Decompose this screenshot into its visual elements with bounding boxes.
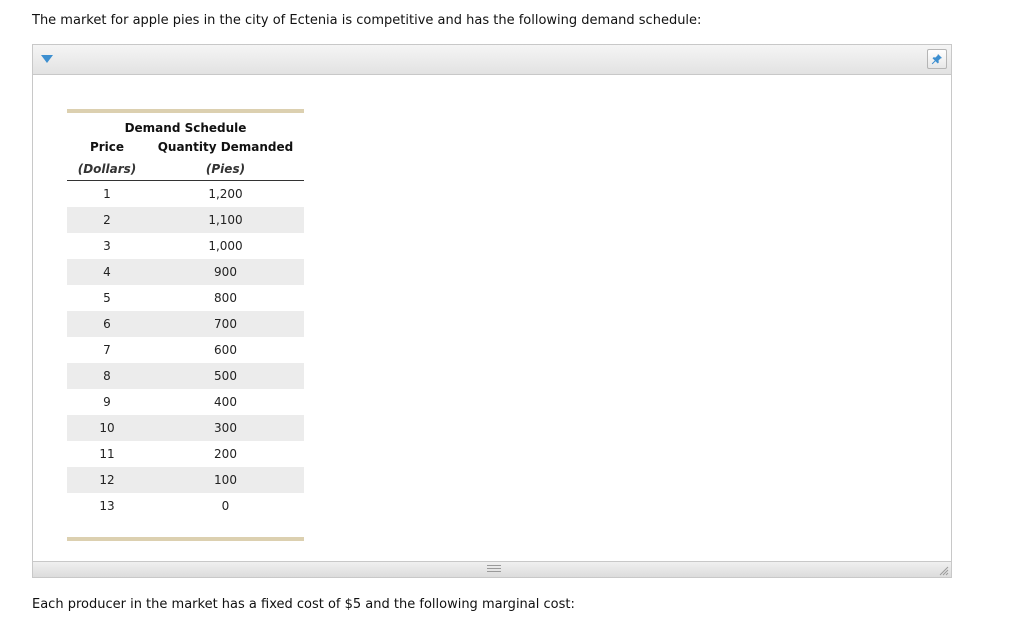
table-row bbox=[67, 233, 304, 259]
table-row bbox=[67, 181, 304, 207]
quantity-cell: 800 bbox=[214, 291, 237, 305]
price-cell: 8 bbox=[103, 369, 111, 383]
table-row bbox=[67, 441, 304, 467]
quantity-cell: 900 bbox=[214, 265, 237, 279]
quantity-column-header: Quantity Demanded bbox=[157, 140, 294, 154]
price-cell: 6 bbox=[103, 317, 111, 331]
quantity-cell: 1,200 bbox=[208, 187, 243, 201]
price-cell: 10 bbox=[99, 421, 115, 435]
resize-grip-icon[interactable] bbox=[487, 565, 501, 573]
price-cell: 12 bbox=[99, 473, 115, 487]
price-cell: 5 bbox=[103, 291, 111, 305]
price-cell: 1 bbox=[103, 187, 111, 201]
outro-text: Each producer in the market has a fixed cost of $5 and the following marginal cost: bbox=[32, 597, 575, 612]
quantity-cell: 1,100 bbox=[208, 213, 243, 227]
table-row bbox=[67, 337, 304, 363]
pin-button[interactable] bbox=[927, 49, 947, 69]
quantity-unit-label: (Pies) bbox=[205, 162, 246, 176]
price-cell: 3 bbox=[103, 239, 111, 253]
price-cell: 4 bbox=[103, 265, 111, 279]
panel-footer bbox=[33, 561, 951, 577]
column-header-row bbox=[67, 136, 304, 159]
price-cell: 9 bbox=[103, 395, 111, 409]
table-bottom-rule bbox=[67, 537, 304, 541]
table-row bbox=[67, 493, 304, 519]
pushpin-icon bbox=[931, 53, 943, 65]
table-row bbox=[67, 467, 304, 493]
table-row bbox=[67, 259, 304, 285]
quantity-cell: 200 bbox=[214, 447, 237, 461]
quantity-cell: 100 bbox=[214, 473, 237, 487]
demand-schedule-table bbox=[67, 109, 304, 541]
quantity-cell: 1,000 bbox=[208, 239, 243, 253]
quantity-cell: 600 bbox=[214, 343, 237, 357]
table-row bbox=[67, 285, 304, 311]
price-column-header: Price bbox=[89, 140, 125, 154]
price-unit-label: (Dollars) bbox=[77, 162, 137, 176]
quantity-cell: 400 bbox=[214, 395, 237, 409]
table-row bbox=[67, 389, 304, 415]
price-cell: 7 bbox=[103, 343, 111, 357]
table-title: Demand Schedule bbox=[124, 121, 247, 135]
quantity-cell: 300 bbox=[214, 421, 237, 435]
price-cell: 11 bbox=[99, 447, 115, 461]
quantity-cell: 0 bbox=[221, 499, 230, 513]
table-row bbox=[67, 415, 304, 441]
table-row bbox=[67, 207, 304, 233]
table-row bbox=[67, 311, 304, 337]
unit-header-row bbox=[67, 159, 304, 181]
triangle-down-icon[interactable] bbox=[41, 55, 53, 63]
price-cell: 13 bbox=[99, 499, 115, 513]
panel-header bbox=[33, 45, 951, 75]
quantity-cell: 700 bbox=[214, 317, 237, 331]
table-body bbox=[67, 181, 304, 519]
table-row bbox=[67, 363, 304, 389]
resize-corner-icon[interactable] bbox=[937, 564, 949, 576]
demand-schedule-panel bbox=[32, 44, 952, 578]
price-cell: 2 bbox=[103, 213, 111, 227]
quantity-cell: 500 bbox=[214, 369, 237, 383]
intro-text: The market for apple pies in the city of Ectenia is competitive and has the following demand schedule: bbox=[32, 13, 702, 28]
